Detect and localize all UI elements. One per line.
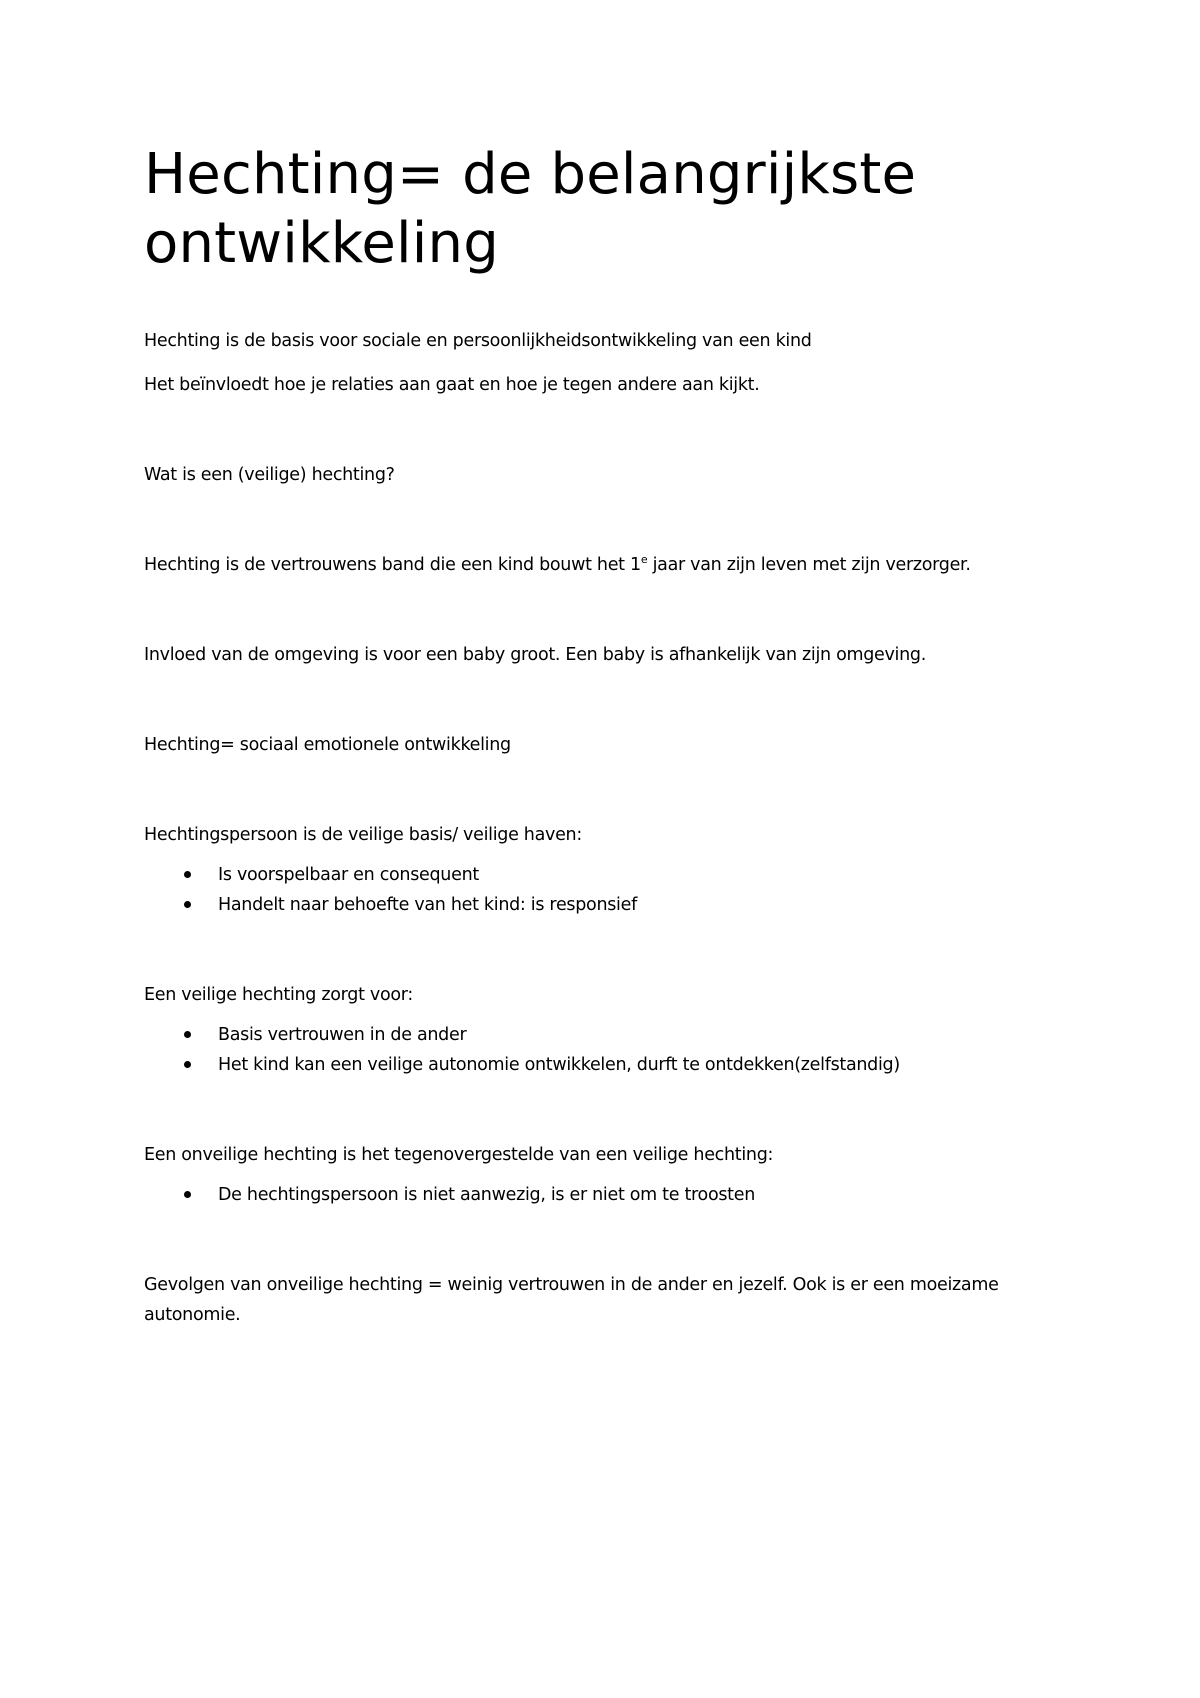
list-item [144,1050,1064,1080]
bullet-icon [184,1191,191,1198]
paragraph-intro-relations: Het beïnvloedt hoe je relaties aan gaat en hoe je tegen andere aan kijkt. [144,375,760,395]
list-item-text: Is voorspelbaar en consequent [218,865,479,885]
paragraph-social-emotional: Hechting= sociaal emotionele ontwikkeling [144,735,511,755]
list-item [144,890,1064,920]
paragraph-attachment-person: Hechtingspersoon is de veilige basis/ veilige haven: [144,825,582,845]
paragraph-safe-attachment: Een veilige hechting zorgt voor: [144,985,413,1005]
list-item [144,1180,1064,1210]
safe-attachment-list [144,1020,1064,1080]
bullet-icon [184,1061,191,1068]
paragraph-intro-basis: Hechting is de basis voor sociale en persoonlijkheidsontwikkeling van een kind [144,331,812,351]
paragraph-environment: Invloed van de omgeving is voor een baby groot. Een baby is afhankelijk van zijn omgeving. [144,645,926,665]
unsafe-attachment-list [144,1180,1064,1210]
paragraph-question: Wat is een (veilige) hechting? [144,465,395,485]
ordinal-superscript: e [640,553,648,567]
document-title: Hechting= de belangrijkste ontwikkeling [144,142,917,276]
list-item-text: Handelt naar behoefte van het kind: is responsief [218,895,637,915]
paragraph-unsafe-attachment: Een onveilige hechting is het tegenovergestelde van een veilige hechting: [144,1145,774,1165]
bullet-icon [184,1031,191,1038]
list-item-text: Het kind kan een veilige autonomie ontwikkelen, durft te ontdekken(zelfstandig) [218,1055,900,1075]
list-item-text: Basis vertrouwen in de ander [218,1025,467,1045]
definition-text-end: jaar van zijn leven met zijn verzorger. [647,555,971,575]
definition-text-start: Hechting is de vertrouwens band die een kind bouwt het 1 [144,555,641,575]
bullet-icon [184,871,191,878]
paragraph-definition [144,550,1064,580]
list-item-text: De hechtingspersoon is niet aanwezig, is er niet om te troosten [218,1185,755,1205]
attachment-person-list [144,860,1064,920]
document-body [144,140,1064,1330]
list-item [144,1020,1064,1050]
bullet-icon [184,901,191,908]
paragraph-consequences: Gevolgen van onveilige hechting = weinig vertrouwen in de ander en jezelf. Ook is er een moeizame autonomie. [144,1275,999,1325]
list-item [144,860,1064,890]
